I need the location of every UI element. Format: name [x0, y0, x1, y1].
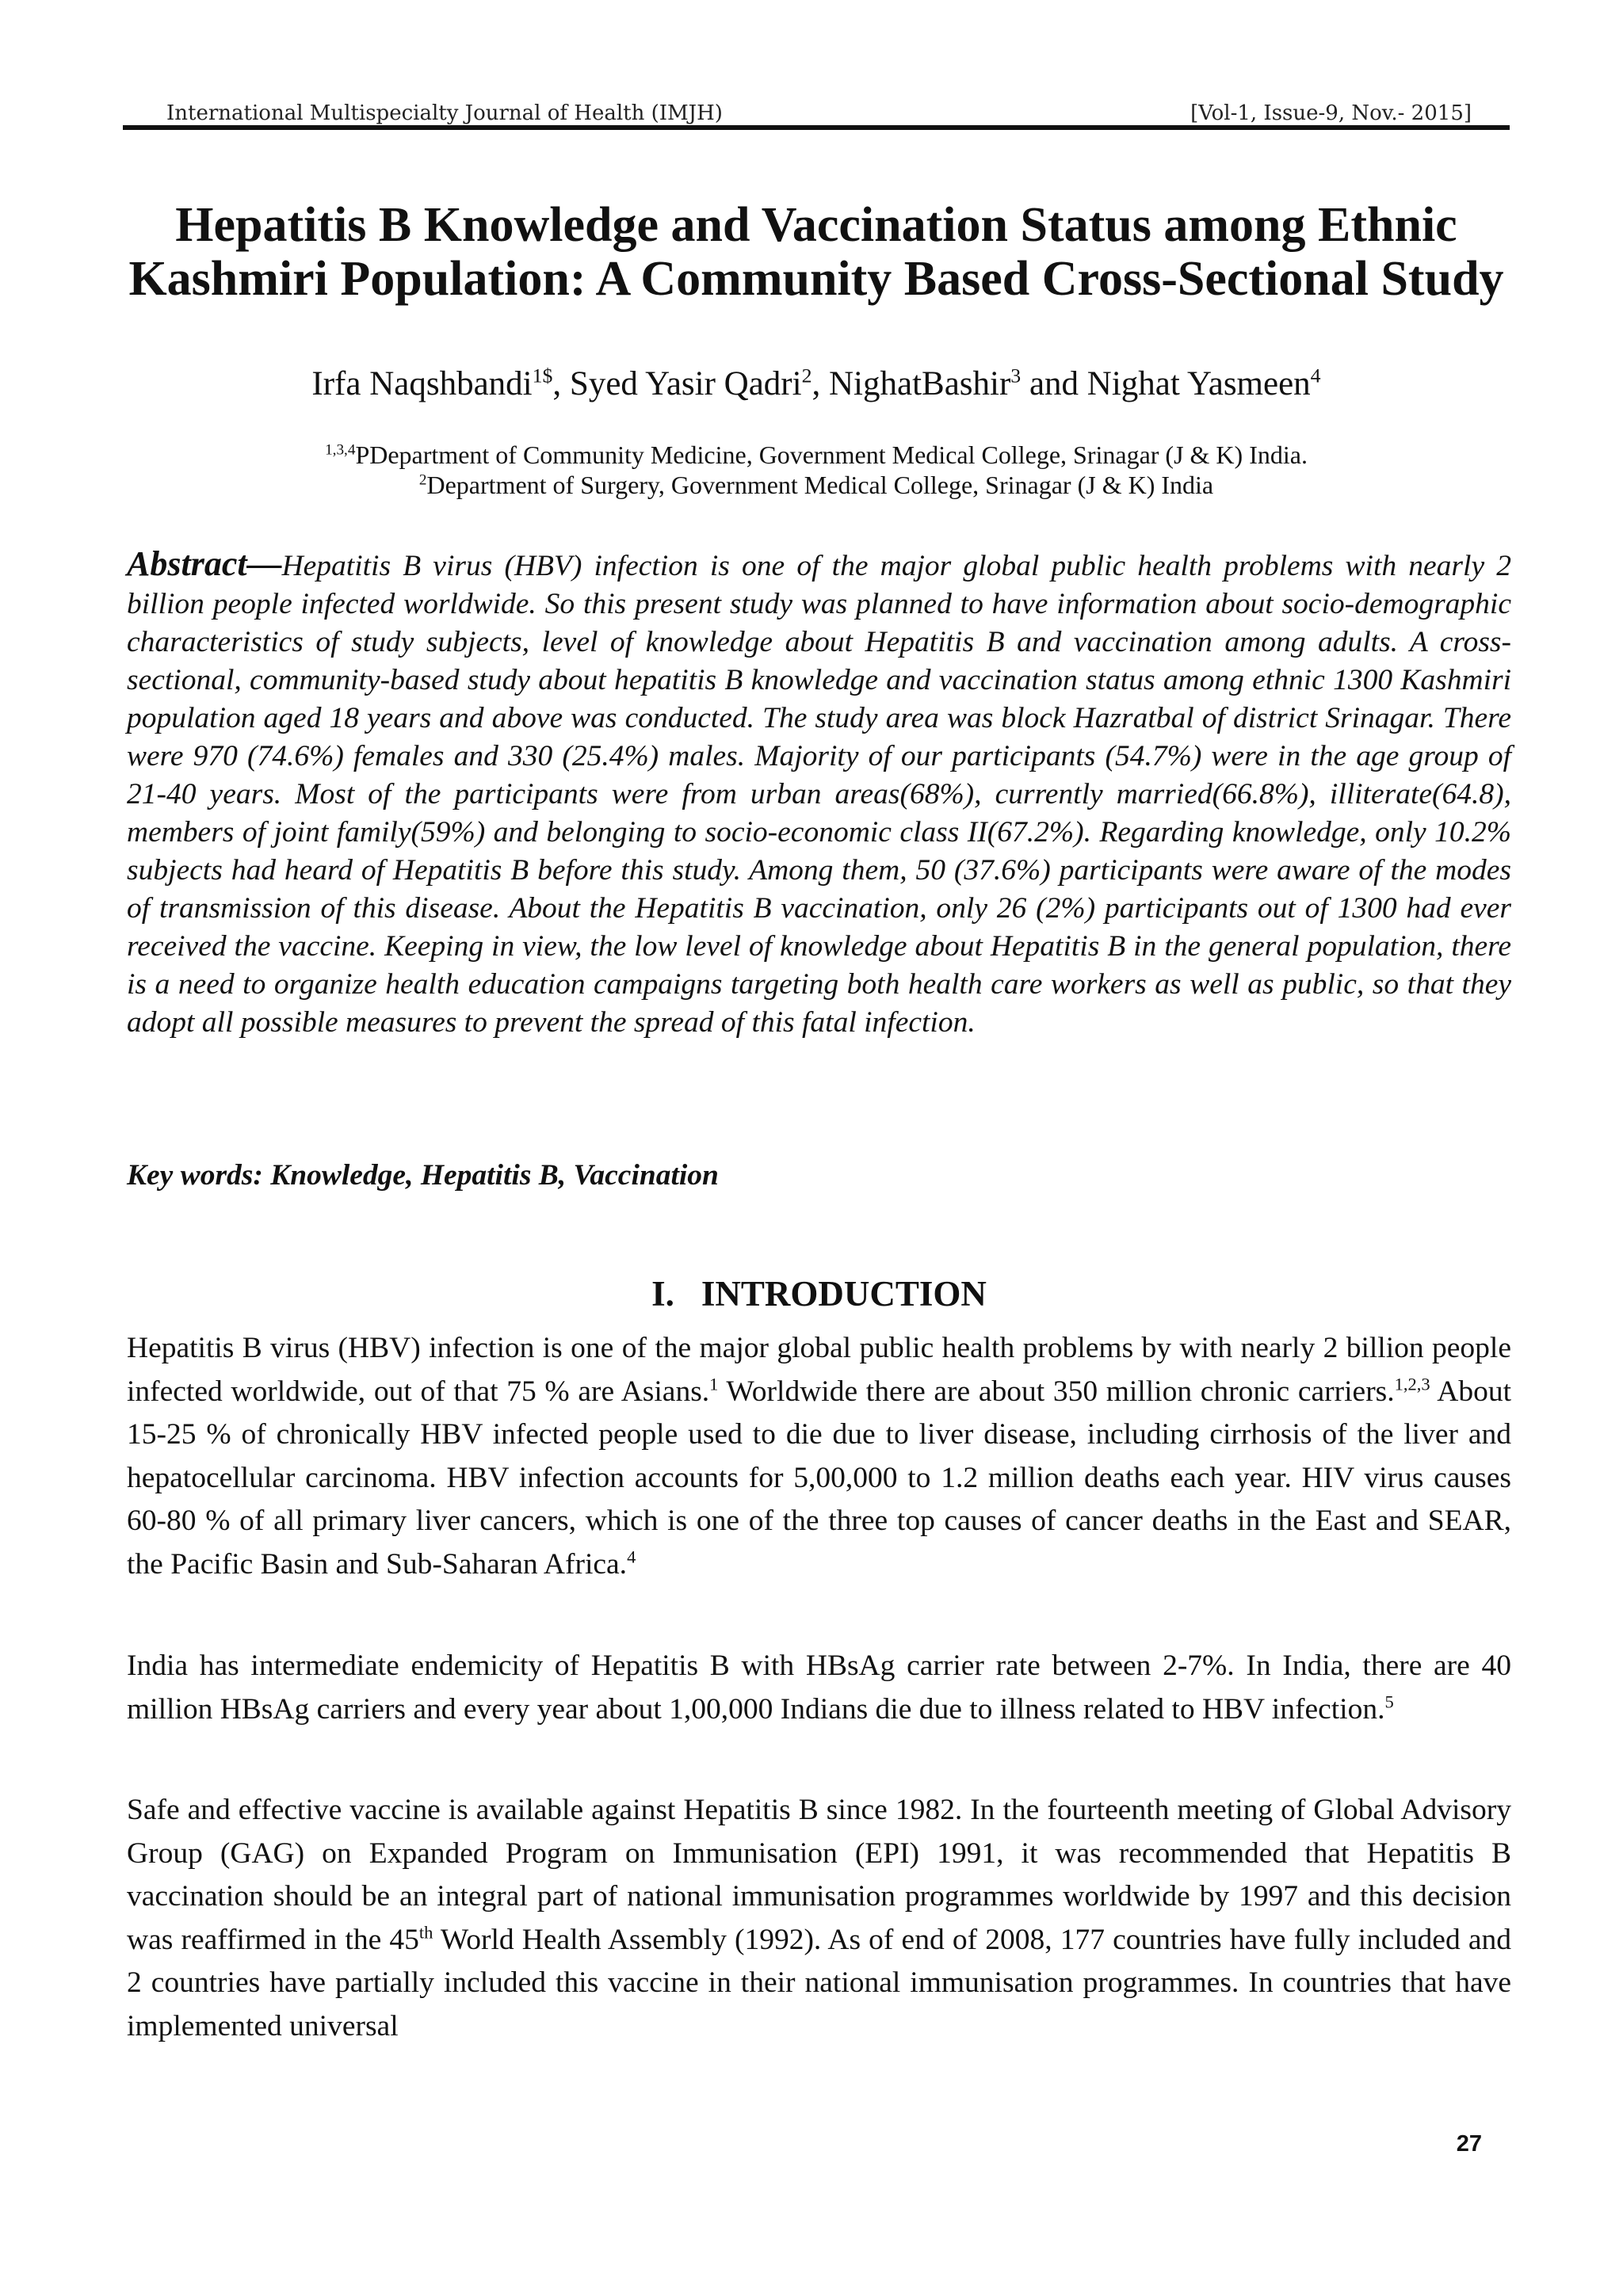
section-heading: [127, 1272, 1511, 1316]
paragraph-text: Worldwide there are about 350 million chronic carriers.: [718, 1375, 1395, 1408]
author-name: Irfa Naqshbandi: [311, 365, 533, 402]
paragraph-text: Hepatitis B virus (HBV) infection is one of the major global public health problems by with nearly 2 billion people infected worldwide, out of that 75 % are Asians.: [127, 1332, 1511, 1408]
section-title: INTRODUCTION: [701, 1274, 987, 1314]
affiliation-mark: 1,3,4: [325, 441, 356, 459]
affiliation-text: Department of Surgery, Government Medical College, Srinagar (J & K) India: [426, 471, 1214, 499]
citation-marker: 5: [1384, 1691, 1394, 1711]
author-name: Nighat Yasmeen: [1086, 365, 1311, 402]
author-affiliation-mark: 1$: [532, 364, 553, 387]
affiliations: [127, 440, 1506, 500]
affiliation-line: [127, 470, 1506, 500]
issue-info: [Vol-1, Issue-9, Nov.- 2015]: [1190, 101, 1472, 125]
citation-marker: 4: [627, 1547, 636, 1566]
section-number: I.: [651, 1274, 674, 1314]
body-paragraph: [127, 1789, 1511, 2048]
affiliation-line: [127, 440, 1506, 470]
keywords: Key words: Knowledge, Hepatitis B, Vaccination: [127, 1159, 719, 1192]
affiliation-text: PDepartment of Community Medicine, Government Medical College, Srinagar (J & K) India.: [355, 441, 1308, 469]
author-affiliation-mark: 3: [1010, 364, 1022, 387]
paragraph-text: India has intermediate endemicity of Hepatitis B with HBsAg carrier rate between 2-7%. In India, there are 40 million HBsAg carriers and every year about 1,00,000 Indians die due to illness related to HBV infection.: [127, 1650, 1511, 1726]
abstract-label: Abstract—: [127, 544, 282, 583]
citation-marker: 1,2,3: [1394, 1374, 1430, 1394]
author-name: Syed Yasir Qadri: [569, 365, 802, 402]
running-header: [123, 93, 1510, 130]
author-name: NighatBashir: [828, 365, 1011, 402]
author-separator: ,: [812, 365, 829, 402]
author-separator: ,: [552, 365, 570, 402]
author-affiliation-mark: 4: [1310, 364, 1321, 387]
author-list: [127, 364, 1506, 404]
citation-marker: 1: [709, 1374, 719, 1394]
citation-marker: th: [418, 1922, 433, 1942]
abstract-text: Hepatitis B virus (HBV) infection is one of the major global public health problems with nearly 2 billion people infected worldwide. So this present study was planned to have information about socio-demographic characteristics of study subjects, level of knowledge about Hepatitis B and vaccination among adults. A cross-sectional, community-based study about hepatitis B knowledge and vaccination status among ethnic 1300 Kashmiri population aged 18 years and above was conducted. The study area was block Hazratbal of district Srinagar. There were 970 (74.6%) females and 330 (25.4%) males. Majority of our participants (54.7%) were in the age group of 21-40 years. Most of the participants were from urban areas(68%), currently married(66.8%), illiterate(64.8), members of joint family(59%) and belonging to socio-economic class II(67.2%). Regarding knowledge, only 10.2% subjects had heard of Hepatitis B before this study. Among them, 50 (37.6%) participants were aware of the modes of transmission of this disease. About the Hepatitis B vaccination, only 26 (2%) participants out of 1300 had ever received the vaccine. Keeping in view, the low level of knowledge about Hepatitis B in the general population, there is a need to organize health education campaigns targeting both health care workers as well as public, so that they adopt all possible measures to prevent the spread of this fatal infection.: [127, 550, 1511, 1039]
author-separator: and: [1021, 365, 1087, 402]
page-number: 27: [1456, 2131, 1482, 2157]
body-paragraph: [127, 1327, 1511, 1586]
affiliation-mark: 2: [418, 471, 427, 489]
abstract: [127, 545, 1511, 1042]
journal-name: International Multispecialty Journal of Health (IMJH): [166, 101, 723, 125]
paragraph-text: About 15-25 % of chronically HBV infected people used to die due to liver disease, including cirrhosis of the liver and hepatocellular carcinoma. HBV infection accounts for 5,00,000 to 1.2 million deaths each year. HIV virus causes 60-80 % of all primary liver cancers, which is one of the three top causes of cancer deaths in the East and SEAR, the Pacific Basin and Sub-Saharan Africa.: [127, 1375, 1512, 1581]
body-paragraph: [127, 1645, 1511, 1731]
author-affiliation-mark: 2: [801, 364, 812, 387]
paragraph-text: Safe and effective vaccine is available against Hepatitis B since 1982. In the fourteenth meeting of Global Advisory Group (GAG) on Expanded Program on Immunisation (EPI) 1991, it was recommended that Hepatitis B vaccination should be an integral part of national immunisation programmes worldwide by 1997 and this decision was reaffirmed in the 45: [127, 1794, 1511, 1956]
paragraph-text: World Health Assembly (1992). As of end of 2008, 177 countries have fully included and 2 countries have partially included this vaccine in their national immunisation programmes. In countries that have implemented universal: [127, 1923, 1511, 2042]
paper-title: Hepatitis B Knowledge and Vaccination Status among Ethnic Kashmiri Population: A Community Based Cross-Sectional Study: [128, 198, 1504, 306]
